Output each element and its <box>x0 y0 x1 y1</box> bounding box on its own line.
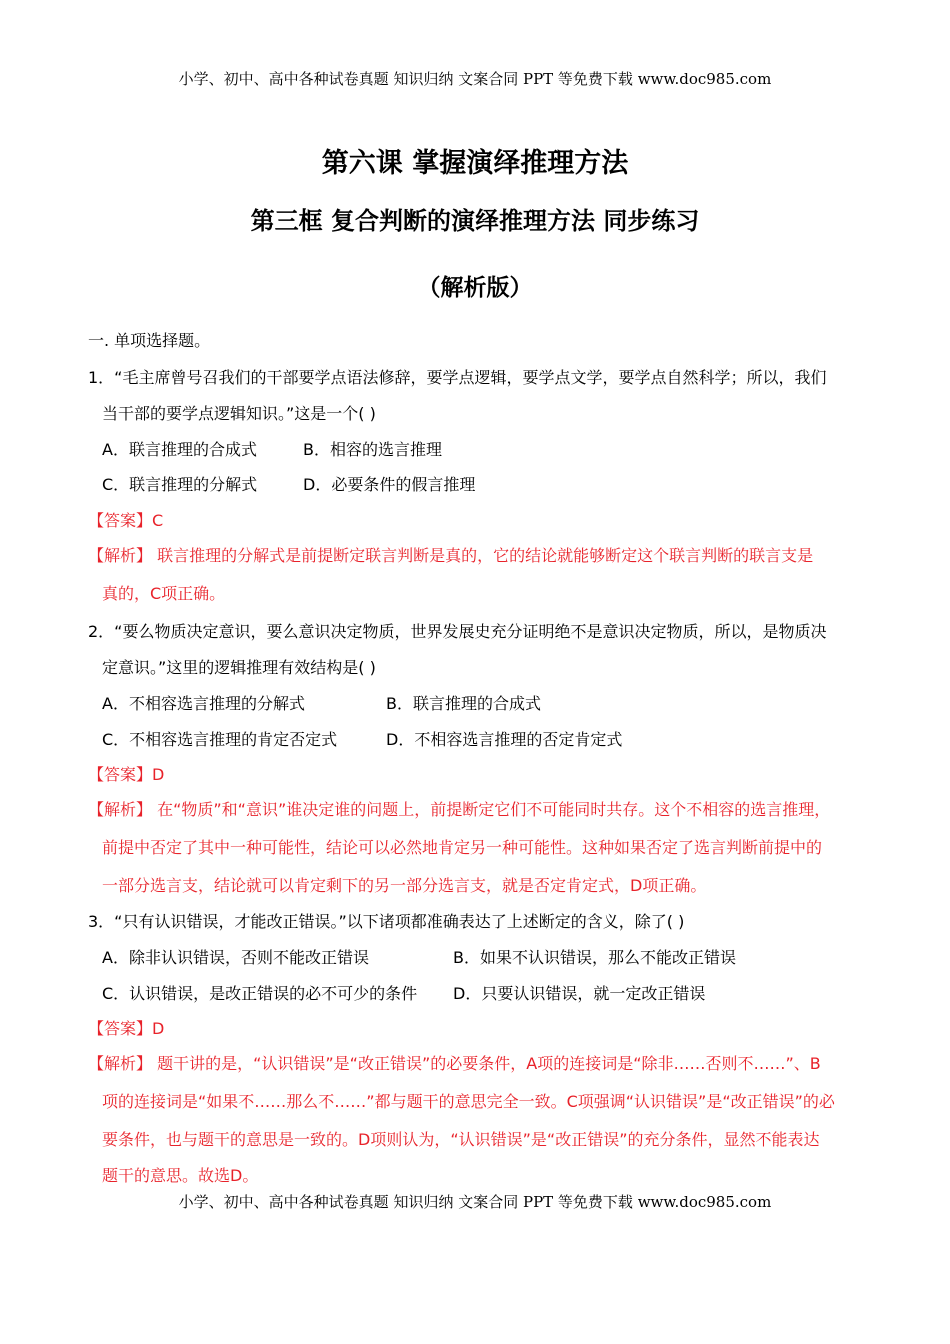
question-1-stem: 1．“毛主席曾号召我们的干部要学点语法修辞，要学点逻辑，要学点文学，要学点自然科学；所以，我们 <box>88 368 827 387</box>
question-1-option-a: A．联言推理的合成式 <box>102 440 257 459</box>
question-2-option-b: B．联言推理的合成式 <box>386 694 541 713</box>
question-2-option-a: A．不相容选言推理的分解式 <box>102 694 305 713</box>
section-title: 第三框 复合判断的演绎推理方法 同步练习 <box>250 207 700 235</box>
question-2-stem: 2．“要么物质决定意识，要么意识决定物质，世界发展史充分证明绝不是意识决定物质，所以，是物质决 <box>88 622 827 641</box>
question-3-analysis-line: 要条件，也与题干的意思是一致的。D项则认为，“认识错误”是“改正错误”的充分条件，显然不能表达 <box>102 1130 820 1149</box>
question-3-option-b: B．如果不认识错误，那么不能改正错误 <box>453 948 736 967</box>
question-1-analysis-line: 【解析】 联言推理的分解式是前提断定联言判断是真的，它的结论就能够断定这个联言判断的联言支是 <box>88 546 814 565</box>
question-3-option-a: A．除非认识错误，否则不能改正错误 <box>102 948 369 967</box>
question-2-option-d: D．不相容选言推理的否定肯定式 <box>386 730 623 749</box>
question-1-option-d: D．必要条件的假言推理 <box>303 475 476 494</box>
question-1-answer: 【答案】C <box>88 511 164 530</box>
question-1-option-c: C．联言推理的分解式 <box>102 475 258 494</box>
question-3-option-c: C．认识错误，是改正错误的必不可少的条件 <box>102 984 418 1003</box>
question-2-stem-cont: 定意识。”这里的逻辑推理有效结构是( ) <box>102 658 376 677</box>
question-2-option-c: C．不相容选言推理的肯定否定式 <box>102 730 338 749</box>
question-2-analysis-line: 【解析】 在“物质”和“意识”谁决定谁的问题上，前提断定它们不可能同时共存。这个不相容的选言推理， <box>88 800 831 819</box>
question-3-analysis-line: 【解析】 题干讲的是，“认识错误”是“改正错误”的必要条件，A项的连接词是“除非……否则不……”、B <box>88 1054 821 1073</box>
question-2-analysis-line: 前提中否定了其中一种可能性，结论可以必然地肯定另一种可能性。这种如果否定了选言判断前提中的 <box>102 838 823 857</box>
page-footer: 小学、初中、高中各种试卷真题 知识归纳 文案合同 PPT 等免费下载 www.doc985.com <box>178 1193 772 1211</box>
page-header: 小学、初中、高中各种试卷真题 知识归纳 文案合同 PPT 等免费下载 www.doc985.com <box>178 70 772 88</box>
question-1-option-b: B．相容的选言推理 <box>303 440 442 459</box>
question-3-answer: 【答案】D <box>88 1019 165 1038</box>
question-3-analysis-line: 项的连接词是“如果不……那么不……”都与题干的意思完全一致。C项强调“认识错误”是“改正错误”的必 <box>102 1092 835 1111</box>
question-1-stem-cont: 当干部的要学点逻辑知识。”这是一个( ) <box>102 404 376 423</box>
question-3-option-d: D．只要认识错误，就一定改正错误 <box>453 984 706 1003</box>
question-3-stem: 3．“只有认识错误，才能改正错误。”以下诸项都准确表达了上述断定的含义，除了( ) <box>88 912 685 931</box>
section-heading: 一. 单项选择题。 <box>88 331 211 350</box>
edition-title: （解析版） <box>417 275 533 301</box>
question-2-analysis-line: 一部分选言支，结论就可以肯定剩下的另一部分选言支，就是否定肯定式，D项正确。 <box>102 876 707 895</box>
question-1-analysis-line: 真的，C项正确。 <box>102 584 226 603</box>
question-2-answer: 【答案】D <box>88 765 165 784</box>
question-3-analysis-line: 题干的意思。故选D。 <box>102 1166 259 1185</box>
lesson-title: 第六课 掌握演绎推理方法 <box>321 148 629 179</box>
